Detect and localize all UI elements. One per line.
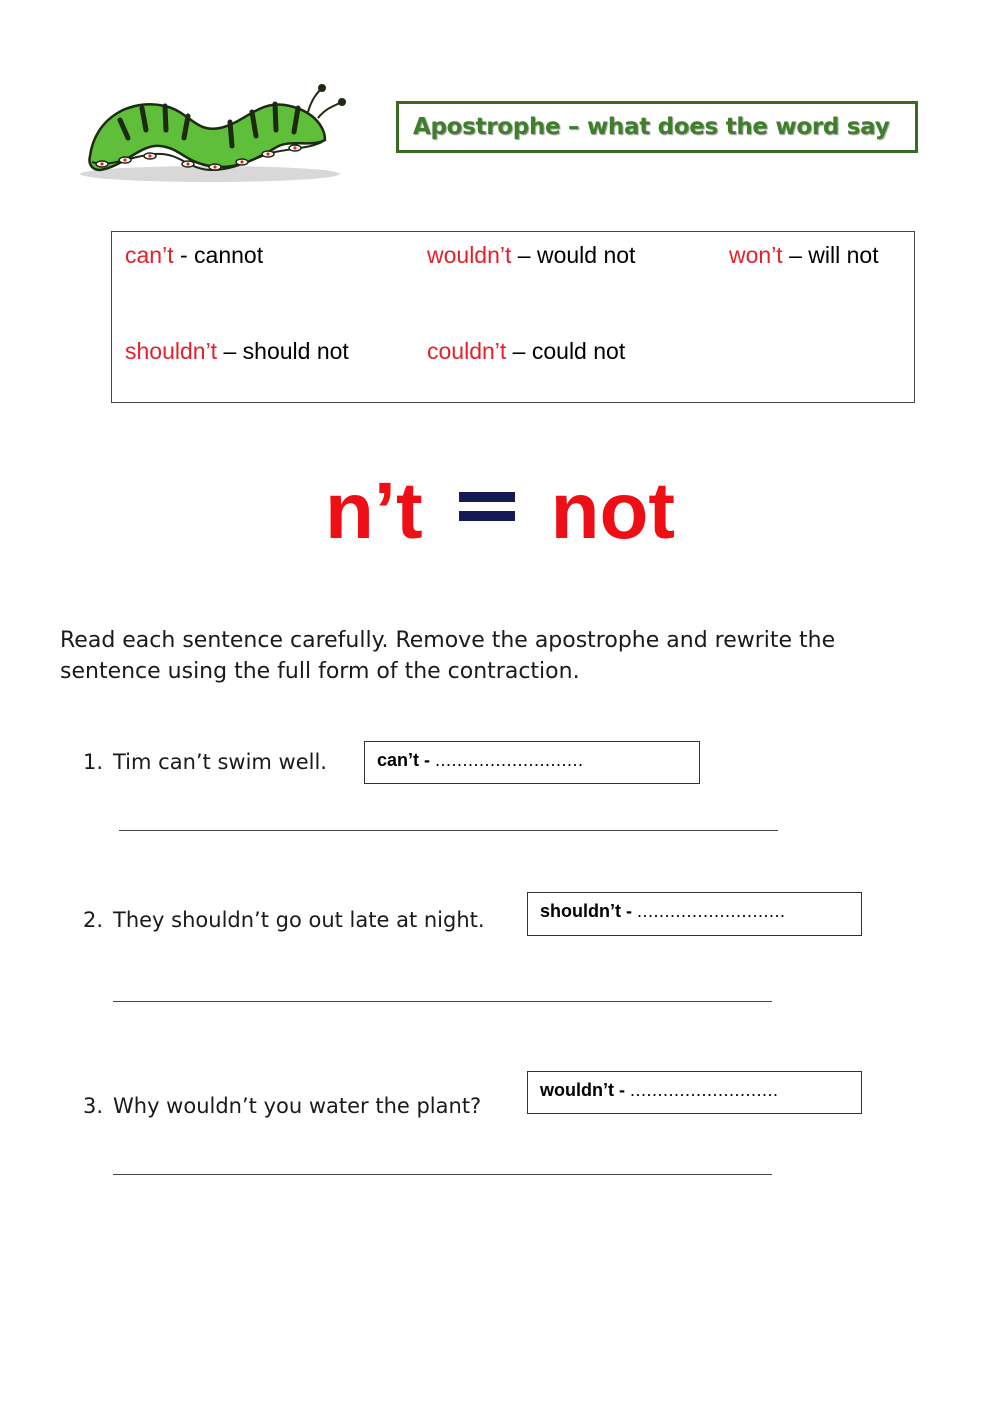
full-form: should not — [242, 338, 349, 364]
question-sentence: Why wouldn’t you water the plant? — [113, 1094, 482, 1118]
question-sentence: Tim can’t swim well. — [113, 750, 327, 774]
answer-line-1[interactable] — [119, 830, 778, 831]
question-2: 2. They shouldn’t go out late at night. — [83, 908, 485, 932]
equals-sign-icon — [459, 492, 515, 522]
reference-pair: wouldn’t – would not — [427, 242, 636, 268]
full-form: could not — [531, 338, 626, 364]
contraction-rule — [0, 465, 1000, 557]
answer-box-1[interactable]: can’t - ........................... — [364, 741, 700, 784]
question-1: 1. Tim can’t swim well. — [83, 750, 327, 774]
contraction-reference-box — [111, 231, 915, 403]
question-3: 3. Why wouldn’t you water the plant? — [83, 1094, 482, 1118]
title-box — [396, 101, 918, 153]
full-form: will not — [808, 242, 879, 268]
rule-right: not — [550, 466, 676, 555]
contraction: can’t — [125, 242, 174, 268]
answer-box-3[interactable]: wouldn’t - ........................... — [527, 1071, 862, 1114]
reference-pair: won’t – will not — [729, 242, 879, 268]
instructions: Read each sentence carefully. Remove the apostrophe and rewrite the sentence using the full form of the contraction. — [60, 628, 836, 684]
answer-box-2[interactable]: shouldn’t - ........................... — [527, 892, 862, 936]
contraction: won’t — [729, 242, 783, 268]
contraction: shouldn’t — [125, 338, 218, 364]
answer-line-3[interactable] — [113, 1174, 772, 1175]
caterpillar-illustration — [70, 78, 350, 188]
question-sentence: They shouldn’t go out late at night. — [113, 908, 485, 932]
worksheet-title: Apostrophe – what does the word say — [413, 114, 890, 140]
contraction: couldn’t — [427, 338, 507, 364]
rule-left: n’t — [324, 466, 423, 555]
full-form: cannot — [194, 242, 264, 268]
reference-pair: can’t - cannot — [125, 242, 264, 268]
reference-pair: couldn’t – could not — [427, 338, 626, 364]
contraction: wouldn’t — [427, 242, 512, 268]
full-form: would not — [536, 242, 636, 268]
reference-pair: shouldn’t – should not — [125, 338, 349, 364]
answer-line-2[interactable] — [113, 1001, 772, 1002]
